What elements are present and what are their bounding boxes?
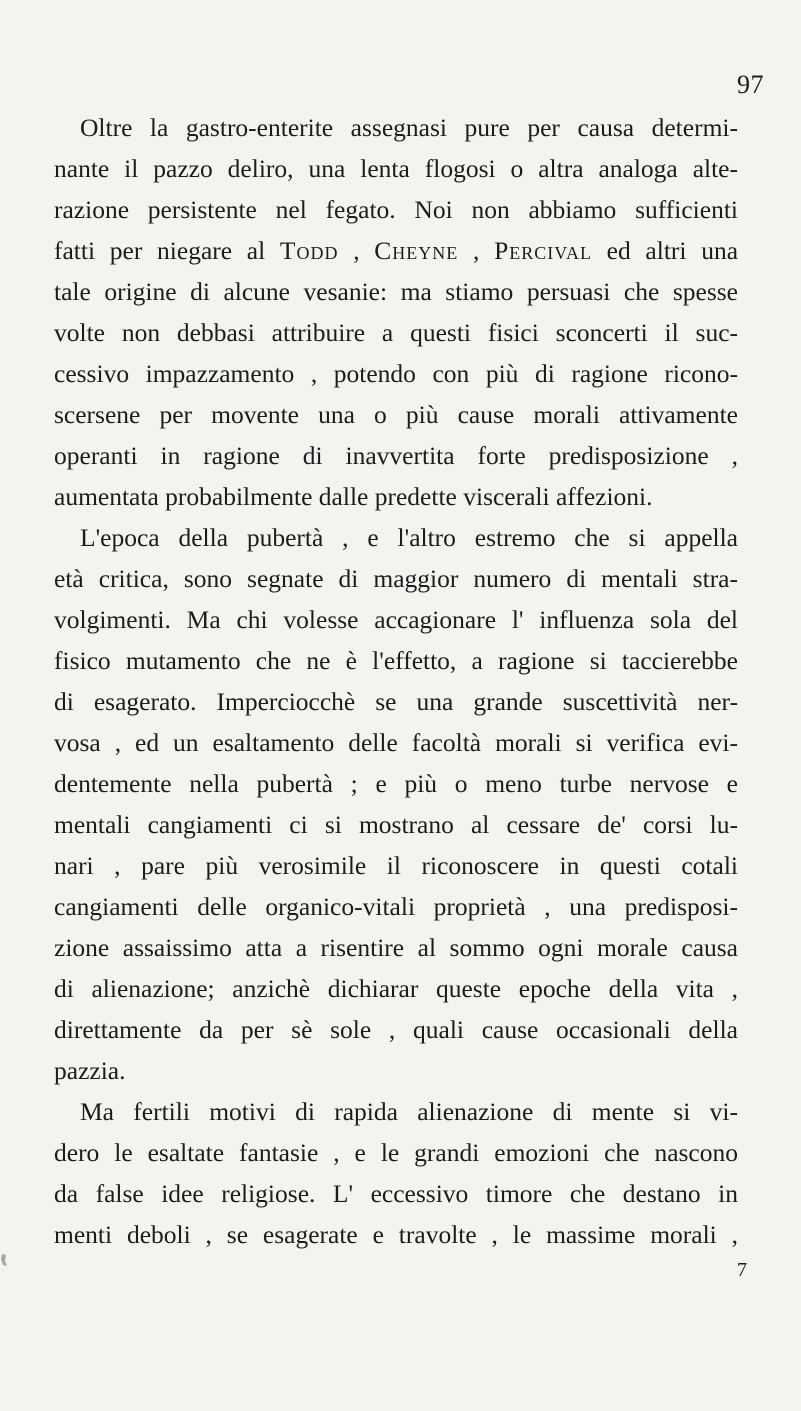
text-line: da false idee religiose. L' eccessivo timore che destano in [54,1179,738,1208]
text-line: età critica, sono segnate di maggior numero di mentali stra- [54,564,738,593]
text-line: scersene per movente una o più cause morali attivamente [54,400,738,429]
text-line: menti deboli , se esagerate e travolte , le massime morali , [54,1220,738,1249]
text-line: dero le esaltate fantasie , e le grandi emozioni che nascono [54,1138,738,1167]
signature-mark: 7 [737,1259,747,1281]
text-line: nante il pazzo deliro, una lenta flogosi o altra analoga alte- [54,154,738,183]
text-line: aumentata probabilmente dalle predette viscerali affezioni. [54,482,653,511]
text-line: volte non debbasi attribuire a questi fisici sconcerti il suc- [54,318,738,347]
text-line: zione assaissimo atta a risentire al sommo ogni morale causa [54,933,738,962]
text-line: Oltre la gastro-enterite assegnasi pure per causa determi- [80,113,738,142]
author-name: Cheyne [374,236,459,265]
text-line: pazzia. [54,1056,126,1085]
author-name: Percival [494,236,592,265]
text-line: direttamente da per sè sole , quali cause occasionali della [54,1015,738,1044]
text-line: di alienazione; anzichè dichiarar queste epoche della vita , [54,974,738,1003]
text-line: tale origine di alcune vesanie: ma stiamo persuasi che spesse [54,277,738,306]
text-line: di esagerato. Imperciocchè se una grande suscettività ner- [54,687,738,716]
text-line: volgimenti. Ma chi volesse accagionare l' influenza sola del [54,605,738,634]
text-line: fatti per niegare al Todd , Cheyne , Percival ed altri una [54,236,739,265]
text-line: vosa , ed un esaltamento delle facoltà morali si verifica evi- [54,728,738,757]
text-line: operanti in ragione di inavvertita forte predisposizione , [54,441,738,470]
text-line: fisico mutamento che ne è l'effetto, a ragione si taccierebbe [54,646,738,675]
text-line: nari , pare più verosimile il riconoscere in questi cotali [54,851,738,880]
text-line: cangiamenti delle organico-vitali proprietà , una predisposi- [54,892,738,921]
text-line: L'epoca della pubertà , e l'altro estremo che si appella [80,523,738,552]
text-line: dentemente nella pubertà ; e più o meno turbe nervose e [54,769,738,798]
author-name: Todd [279,236,339,265]
text-line: razione persistente nel fegato. Noi non abbiamo sufficienti [54,195,738,224]
text-line: cessivo impazzamento , potendo con più di ragione ricono- [54,359,738,388]
page-number: 97 [737,70,764,99]
margin-speck [0,1252,8,1268]
text-line: Ma fertili motivi di rapida alienazione di mente si vi- [80,1097,738,1126]
text-line: mentali cangiamenti ci si mostrano al cessare de' corsi lu- [54,810,738,839]
